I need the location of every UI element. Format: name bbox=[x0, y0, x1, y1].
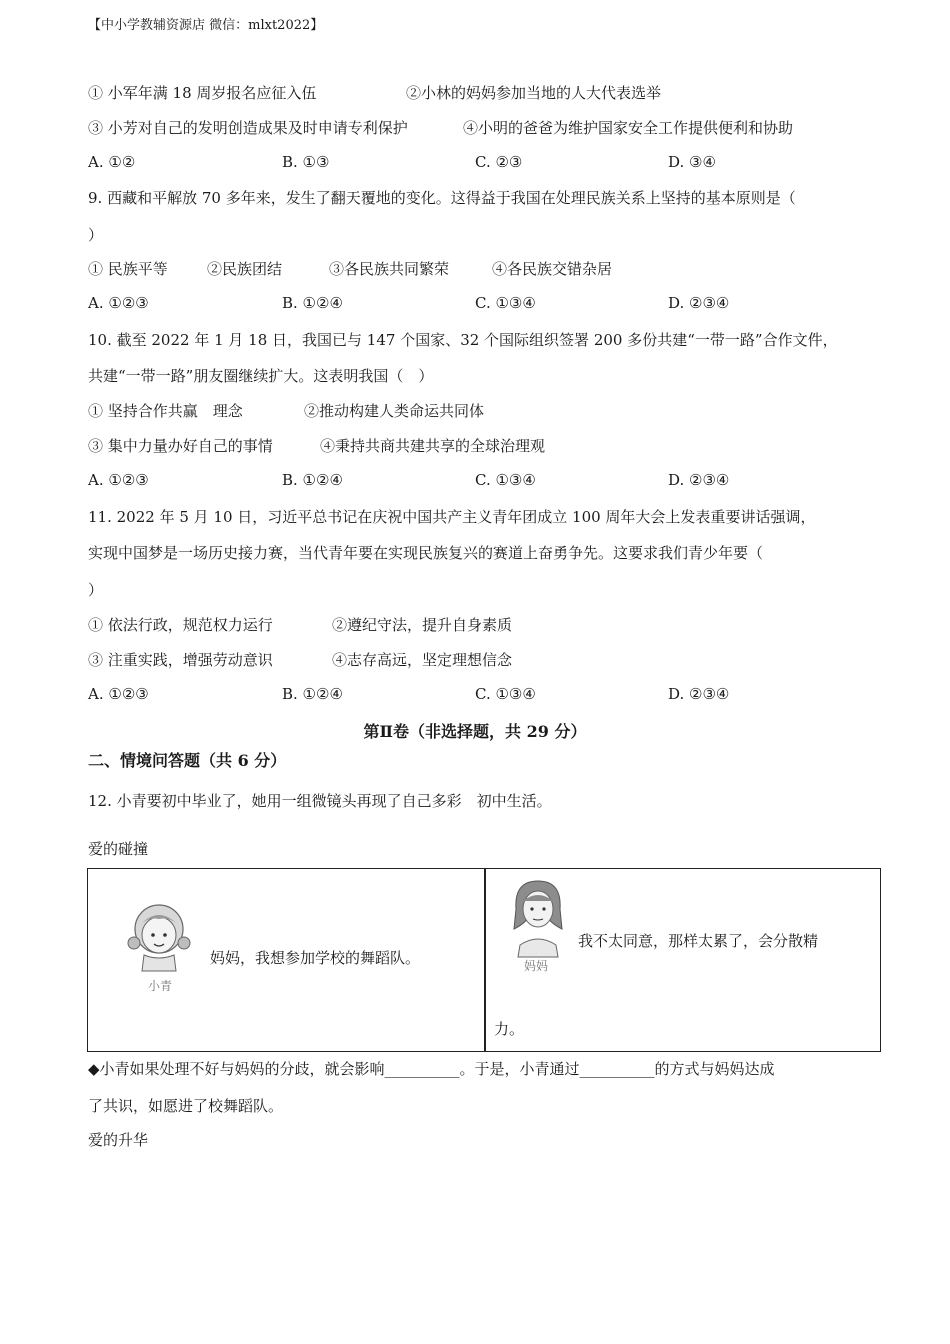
mother-illustration bbox=[506, 875, 570, 959]
q11-stem-line-2: 实现中国梦是一场历史接力赛，当代青年要在实现民族复兴的赛道上奋勇争先。这要求我们青少年要（ bbox=[88, 544, 764, 562]
q11-stem-line-3: ） bbox=[88, 581, 104, 599]
q9-item-4: ④各民族交错杂居 bbox=[492, 260, 613, 278]
q8-item-3: ③ 小芳对自己的发明创造成果及时申请专利保护 bbox=[88, 119, 408, 137]
right-speech-line-1: 我不太同意，那样太累了，会分散精 bbox=[578, 932, 819, 950]
q11-item-4: ④志存高远，坚定理想信念 bbox=[332, 651, 513, 669]
section-subtitle: 二、情境问答题（共 6 分） bbox=[88, 751, 287, 770]
q10-item-2: ②推动构建人类命运共同体 bbox=[304, 402, 485, 420]
q11-option-b: B. ①②④ bbox=[282, 685, 343, 703]
q9-option-d: D. ②③④ bbox=[668, 294, 730, 312]
q12-blank-line-1: ◆小青如果处理不好与妈妈的分歧，就会影响__________。于是，小青通过__________的方式与妈妈达成 bbox=[88, 1060, 775, 1078]
q10-item-3: ③ 集中力量办好自己的事情 bbox=[88, 437, 273, 455]
q10-item-1: ① 坚持合作共赢 理念 bbox=[88, 402, 243, 420]
page-header: 【中小学教辅资源店 微信：mlxt2022】 bbox=[88, 18, 324, 33]
q11-option-c: C. ①③④ bbox=[475, 685, 536, 703]
q10-stem-line-2: 共建“一带一路”朋友圈继续扩大。这表明我国（ ） bbox=[88, 367, 434, 385]
q10-option-b: B. ①②④ bbox=[282, 471, 343, 489]
q11-option-d: D. ②③④ bbox=[668, 685, 730, 703]
q12-blank-line-2: 了共识，如愿进了校舞蹈队。 bbox=[88, 1097, 284, 1115]
q12-part1-title: 爱的碰撞 bbox=[88, 840, 149, 858]
q12-part2-title: 爱的升华 bbox=[88, 1131, 149, 1149]
q9-stem-line-2: ） bbox=[88, 226, 104, 244]
q10-item-4: ④秉持共商共建共享的全球治理观 bbox=[320, 437, 546, 455]
q10-option-c: C. ①③④ bbox=[475, 471, 536, 489]
q9-item-3: ③各民族共同繁荣 bbox=[329, 260, 450, 278]
q8-option-d: D. ③④ bbox=[668, 153, 716, 171]
q8-option-a: A. ①② bbox=[88, 153, 136, 171]
q8-option-b: B. ①③ bbox=[282, 153, 330, 171]
q11-item-2: ②遵纪守法，提升自身素质 bbox=[332, 616, 513, 634]
q9-option-b: B. ①②④ bbox=[282, 294, 343, 312]
q11-option-a: A. ①②③ bbox=[88, 685, 149, 703]
girl-illustration bbox=[124, 899, 194, 979]
q10-stem-line-1: 10. 截至 2022 年 1 月 18 日，我国已与 147 个国家、32 个国际组织签署 200 多份共建“一带一路”合作文件， bbox=[88, 331, 838, 349]
q9-item-2: ②民族团结 bbox=[207, 260, 283, 278]
q9-stem-line-1: 9. 西藏和平解放 70 多年来，发生了翻天覆地的变化。这得益于我国在处理民族关系上坚持的基本原则是（ bbox=[88, 189, 796, 207]
q8-item-4: ④小明的爸爸为维护国家安全工作提供便利和协助 bbox=[463, 119, 794, 137]
q8-item-2: ②小林的妈妈参加当地的人大代表选举 bbox=[406, 84, 662, 102]
q11-stem-line-1: 11. 2022 年 5 月 10 日，习近平总书记在庆祝中国共产主义青年团成立 100 周年大会上发表重要讲话强调， bbox=[88, 508, 816, 526]
left-speech: 妈妈，我想参加学校的舞蹈队。 bbox=[210, 949, 421, 967]
q10-option-a: A. ①②③ bbox=[88, 471, 149, 489]
q11-item-1: ① 依法行政，规范权力运行 bbox=[88, 616, 273, 634]
right-speech-line-2: 力。 bbox=[494, 1020, 525, 1038]
right-caption: 妈妈 bbox=[524, 959, 549, 973]
section-title: 第Ⅱ卷（非选择题，共 29 分） bbox=[363, 722, 587, 741]
q11-item-3: ③ 注重实践，增强劳动意识 bbox=[88, 651, 273, 669]
q9-option-c: C. ①③④ bbox=[475, 294, 536, 312]
dialogue-table bbox=[87, 868, 881, 1052]
q9-item-1: ① 民族平等 bbox=[88, 260, 168, 278]
q12-stem: 12. 小青要初中毕业了，她用一组微镜头再现了自己多彩 初中生活。 bbox=[88, 792, 552, 810]
q8-option-c: C. ②③ bbox=[475, 153, 523, 171]
q9-option-a: A. ①②③ bbox=[88, 294, 149, 312]
q10-option-d: D. ②③④ bbox=[668, 471, 730, 489]
q8-item-1: ① 小军年满 18 周岁报名应征入伍 bbox=[88, 84, 317, 102]
table-divider bbox=[484, 869, 486, 1051]
left-caption: 小青 bbox=[148, 979, 173, 993]
